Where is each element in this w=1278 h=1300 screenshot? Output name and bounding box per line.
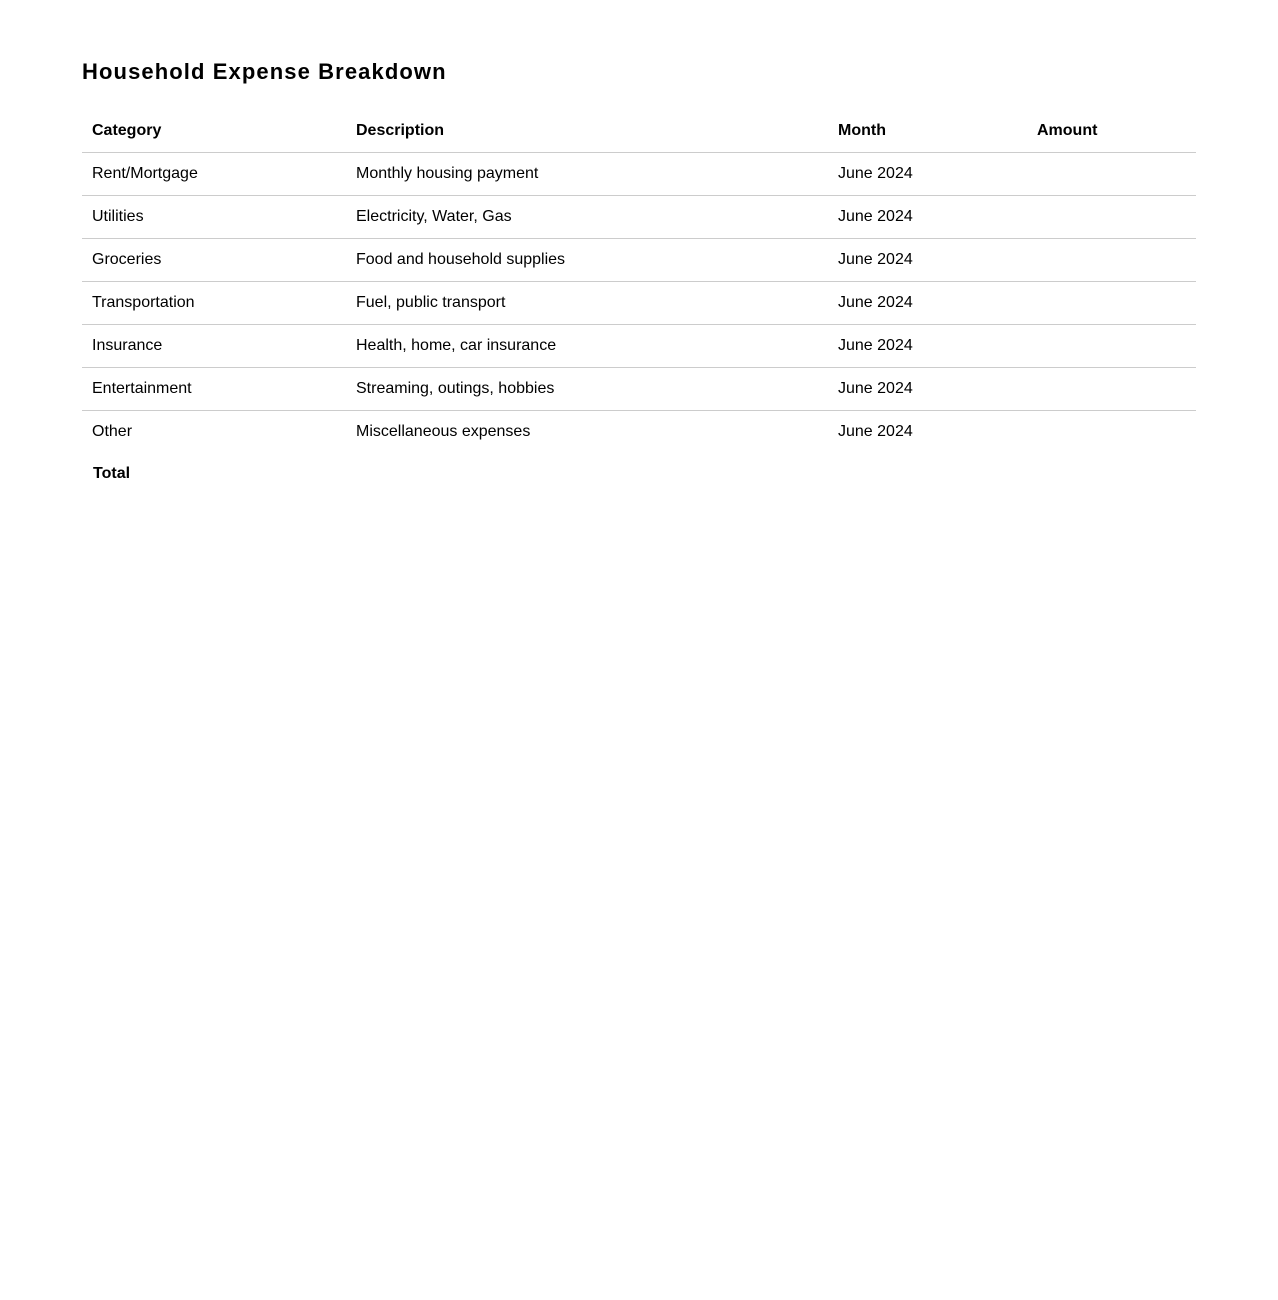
column-header-amount: Amount (1027, 109, 1196, 153)
category-cell: Groceries (82, 239, 346, 282)
table-body (82, 153, 1196, 454)
table-row (82, 325, 1196, 368)
amount-cell (1027, 282, 1196, 325)
table-header (82, 109, 1196, 153)
table-row (82, 153, 1196, 196)
header-row (82, 109, 1196, 153)
category-cell: Rent/Mortgage (82, 153, 346, 196)
category-cell: Insurance (82, 325, 346, 368)
total-amount (1027, 453, 1196, 495)
month-cell: June 2024 (838, 423, 913, 440)
table-row (82, 196, 1196, 239)
description-cell: Electricity, Water, Gas (346, 196, 828, 239)
column-header-description: Description (346, 109, 828, 153)
month-cell: June 2024 (828, 325, 1027, 368)
category-cell: Entertainment (82, 368, 346, 411)
amount-cell (1027, 325, 1196, 368)
column-header-month: Month (828, 109, 1027, 153)
table-footer (82, 453, 1196, 495)
table-row (82, 368, 1196, 411)
total-row (82, 453, 1196, 495)
description-cell: Streaming, outings, hobbies (346, 368, 828, 411)
description-cell: Miscellaneous expenses (356, 423, 531, 440)
amount-cell (1027, 196, 1196, 239)
category-cell: Utilities (82, 196, 346, 239)
total-spacer (346, 453, 828, 495)
page-title: Household Expense Breakdown (82, 59, 447, 84)
column-header-category: Category (82, 109, 346, 153)
amount-cell (1027, 411, 1196, 454)
description-cell: Food and household supplies (346, 239, 828, 282)
description-cell: Monthly housing payment (346, 153, 828, 196)
amount-cell (1027, 239, 1196, 282)
table-row (82, 239, 1196, 282)
table-row (82, 282, 1196, 325)
month-cell: June 2024 (828, 282, 1027, 325)
month-cell: June 2024 (828, 153, 1027, 196)
month-cell: June 2024 (828, 368, 1027, 411)
table-row (82, 411, 1196, 454)
category-cell: Other (92, 423, 133, 440)
month-cell: June 2024 (828, 239, 1027, 282)
amount-cell (1027, 368, 1196, 411)
description-cell: Health, home, car insurance (346, 325, 828, 368)
expense-table (82, 109, 1196, 495)
month-cell: June 2024 (828, 196, 1027, 239)
amount-cell (1027, 153, 1196, 196)
category-cell: Transportation (82, 282, 346, 325)
total-spacer (828, 453, 1027, 495)
total-label: Total (93, 465, 131, 482)
description-cell: Fuel, public transport (346, 282, 828, 325)
